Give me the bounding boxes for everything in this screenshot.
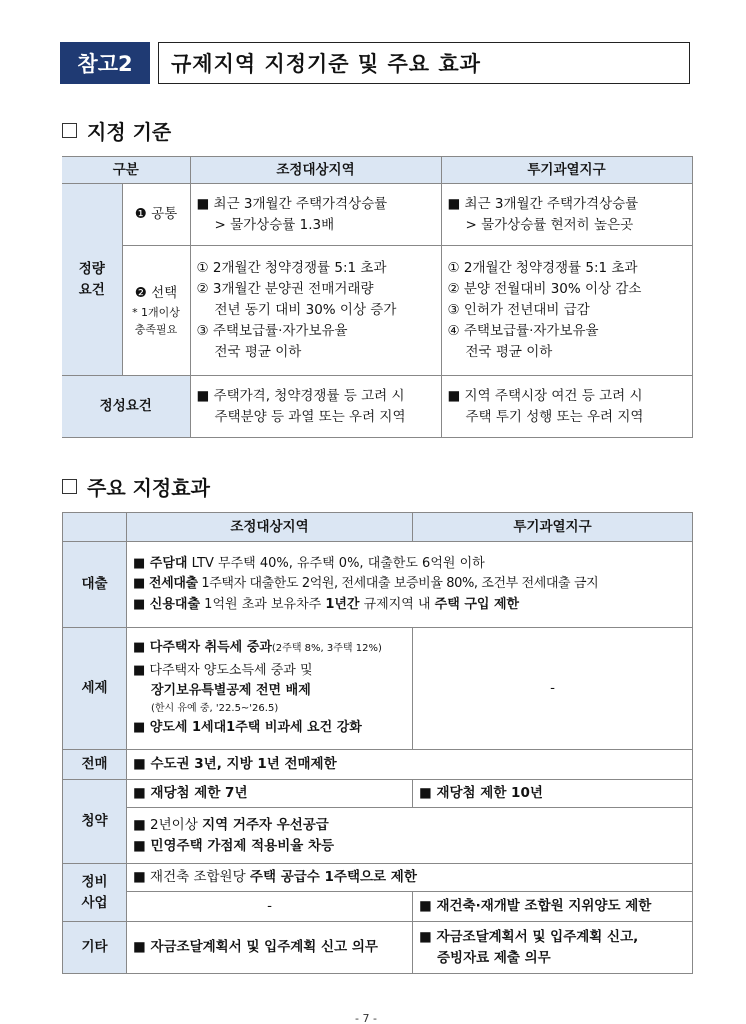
redevelop-row-2 (63, 892, 693, 922)
subscription-label: 청약 (63, 780, 127, 864)
section-effects-heading: 주요 지정효과 (62, 472, 210, 501)
col-header-speculation: 투기과열지구 (441, 157, 692, 184)
redevelop-common: ■ 재건축 조합원당 주택 공급수 1주택으로 제한 (127, 864, 693, 892)
col-header-adjustment: 조정대상지역 (127, 513, 413, 542)
loan-item-jeonse: ■ 전세대출 1주택자 대출한도 2억원, 전세대출 보증비율 80%, 조건부 전세대출 금지 (133, 576, 599, 592)
qualitative-adjustment: ■ 주택가격, 청약경쟁률 등 고려 시 주택분양 등 과열 또는 우려 지역 (190, 376, 441, 438)
common-adjustment: ■ 최근 3개월간 주택가격상승률 > 물가상승률 1.3배 (190, 184, 441, 246)
checkbox-square-icon (62, 479, 77, 494)
checkbox-square-icon (62, 123, 77, 138)
tax-item-exemption: ■ 양도세 1세대1주택 비과세 요건 강화 (133, 720, 362, 736)
select-adjustment: ① 2개월간 청약경쟁률 5:1 초과 ② 3개월간 분양권 전매거래량 전년 동기 대비 30% 이상 증가 ③ 주택보급률·자가보유율 전국 평균 이하 (190, 246, 441, 376)
effects-table (62, 512, 693, 974)
subscription-item-points: ■ 민영주택 가점제 적용비율 차등 (133, 837, 335, 854)
subscription-row-1 (63, 780, 693, 808)
resale-text: ■ 수도권 3년, 지방 1년 전매제한 (127, 750, 693, 780)
loan-item-mortgage: ■ 주담대 LTV 무주택 40%, 유주택 0%, 대출한도 6억원 이하 (133, 556, 485, 572)
select-row (62, 246, 692, 376)
common-label: ❶ 공통 (122, 184, 190, 246)
tax-item-acquisition: ■ 다주택자 취득세 중과(2주택 8%, 3주택 12%) (133, 640, 382, 656)
subscription-common (127, 808, 693, 864)
criteria-table (62, 156, 693, 438)
resale-label: 전매 (63, 750, 127, 780)
tax-row (63, 628, 693, 750)
select-label: ❷ 선택 * 1개이상 충족필요 (122, 246, 190, 376)
col-header-blank (63, 513, 127, 542)
subscription-item-residence: ■ 2년이상 지역 거주자 우선공급 (133, 816, 329, 833)
section-criteria-heading: 지정 기준 (62, 116, 171, 145)
redevelop-speculation: ■ 재건축·재개발 조합원 지위양도 제한 (413, 892, 693, 922)
col-header-adjustment: 조정대상지역 (190, 157, 441, 184)
common-row (62, 184, 692, 246)
loan-items (127, 542, 693, 628)
redevelop-adjustment: - (127, 892, 413, 922)
qualitative-row (62, 376, 692, 438)
loan-label: 대출 (63, 542, 127, 628)
tax-speculation: - (413, 628, 693, 750)
col-header-category: 구분 (62, 157, 190, 184)
redevelop-row-1 (63, 864, 693, 892)
other-speculation: ■ 자금조달계획서 및 입주계획 신고, 증빙자료 제출 의무 (413, 922, 693, 974)
redevelop-label: 정비 사업 (63, 864, 127, 922)
other-label: 기타 (63, 922, 127, 974)
tax-item-transfer: ■ 다주택자 양도소득세 중과 및 (133, 662, 313, 678)
page-header (60, 42, 690, 84)
reference-tag: 참고2 (60, 42, 150, 84)
qualitative-speculation: ■ 지역 주택시장 여건 등 고려 시 주택 투기 성행 또는 우려 지역 (441, 376, 692, 438)
other-row (63, 922, 693, 974)
quantitative-label: 정량 요건 (62, 184, 122, 376)
criteria-header-row (62, 157, 692, 184)
col-header-speculation: 투기과열지구 (413, 513, 693, 542)
tax-adjustment: ■ 다주택자 취득세 중과(2주택 8%, 3주택 12%) ■ 다주택자 양도소득세 중과 및 장기보유특별공제 전면 배제 (한시 유예 중, '22.5~'26.5) ■ 양도세 1세대1주택 비과세 요건 강화 (127, 628, 413, 750)
page-number: - 7 - (355, 1012, 377, 1024)
tax-label: 세제 (63, 628, 127, 750)
loan-item-credit: ■ 신용대출 1억원 초과 보유차주 1년간 규제지역 내 주택 구입 제한 (133, 596, 520, 612)
subscription-speculation: ■ 재당첨 제한 10년 (413, 780, 693, 808)
effects-header-row (63, 513, 693, 542)
common-speculation: ■ 최근 3개월간 주택가격상승률 > 물가상승률 현저히 높은곳 (441, 184, 692, 246)
subscription-adjustment: ■ 재당첨 제한 7년 (127, 780, 413, 808)
other-adjustment: ■ 자금조달계획서 및 입주계획 신고 의무 (127, 922, 413, 974)
page-title: 규제지역 지정기준 및 주요 효과 (158, 42, 690, 84)
select-speculation: ① 2개월간 청약경쟁률 5:1 초과 ② 분양 전월대비 30% 이상 감소 ③ 인허가 전년대비 급감 ④ 주택보급률·자가보유율 전국 평균 이하 (441, 246, 692, 376)
loan-row (63, 542, 693, 628)
subscription-row-2 (63, 808, 693, 864)
resale-row (63, 750, 693, 780)
qualitative-label: 정성요건 (62, 376, 190, 438)
